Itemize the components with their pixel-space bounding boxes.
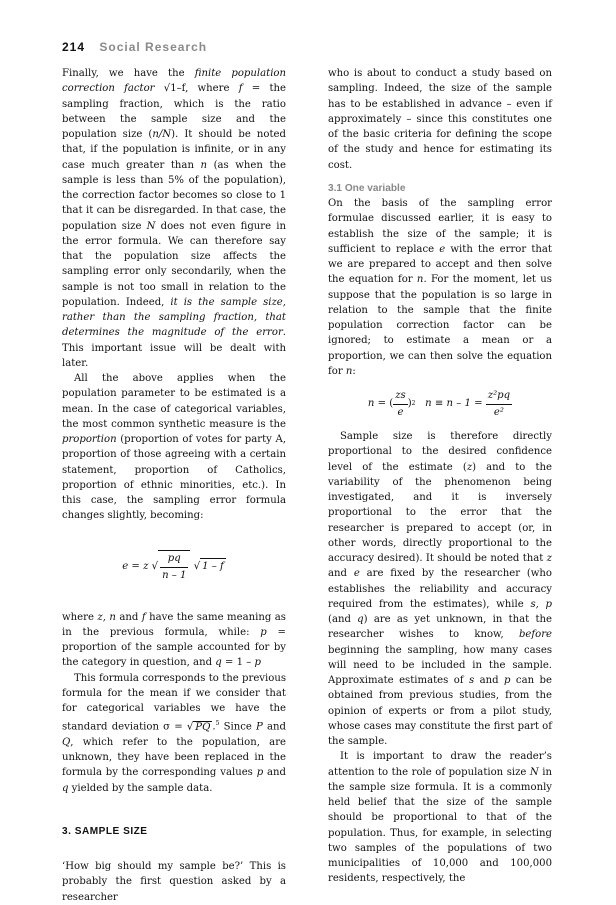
paragraph-proportion: All the above applies when the population parameter to be estimated is a mean. In the case of categorical variables, the most common synthetic measure is the proportion (proportion of votes for party A, proportion of those agreeing with a certain statement, proportion of Catholics, proportion of ethnic minorities, etc.). In this case, the sampling error formula changes slightly, becoming: [62,373,286,522]
page-number: 214 [62,40,86,54]
paragraph-solve-for-n: On the basis of the sampling error formulae discussed earlier, it is easy to establish the size of the sample; it is sufficient to replace e with the error that we are prepared to accept and then solve the equation for n. For the moment, let us suppose that the population is so large in relation to the sample that the finite population correction factor can be ignored; to estimate a mean or a proportion, we can then solve the equation for n: [328,198,552,377]
paragraph-proportionality: Sample size is therefore directly proportional to the desired confidence level of the estimate (z) and to the variability of the phenomenon being investigated, and it is inversely proportional to the error that the researcher is prepared to accept (or, in other words, directly proportional to the accuracy desired). It should be noted that z and e are fixed by the researcher (who establishes the reliability and accuracy required from the estimates), while s, p (and q) are as yet unknown, in that the researcher wishes to know, before beginning the sampling, how many cases will need to be included in the sample. Approximate estimates of s and p can be obtained from previous studies, from the opinion of experts or from a pilot study, whose cases may constitute the first part of the sample. [328,431,552,747]
right-column [328,66,552,887]
equation-sample-size: n = ( $\frac{zs}{e}$ ) 2 n ≡ n – 1 = $\frac{\text{z²pq}}{\text{e²}}$ [367,390,511,418]
paragraph-how-big: ‘How big should my sample be?’ This is probably the first question asked by a researcher [62,861,286,903]
running-title: Social Research [99,40,208,54]
left-column [62,66,286,905]
paragraph-study-cost: who is about to conduct a study based on sampling. Indeed, the size of the sample has to be established in advance – even if approximately – since this constitutes one of the basic criteria for defining the scope of the study and hence for estimating its cost. [328,68,552,171]
paragraph-correction-factor: Finally, we have the finite population correction factor √1–f, where f = the sampling fraction, which is the ratio between the sample size and the population size (n/N). It should be noted that, if the population is infinite, or in any case much greater than n (as when the sample is less than 5% of the population), the correction factor becomes so close to 1 that it can be disregarded. In that case, the population size N does not even figure in the error formula. We can therefore say that the population size affects the sampling error only secondarily, when the sample is not too small in relation to the population. Indeed, it is the sample size, rather than the sampling fraction, that determines the magnitude of the error. This important issue will be dealt with later. [62,68,287,369]
equation-proportion-error: e = z √ $\frac{pq}{n - 1}$ √ 1 – f [62,524,286,610]
paragraph-where: where z, n and f have the same meaning as in the previous formula, while: p = proportion of the sample accounted for by the category in question, and q = 1 – p [62,611,286,669]
paragraph-standard-deviation: This formula corresponds to the previous formula for the mean if we consider that for categorical variables we have the standard deviation σ = √ PQ .$^5$ Since P and Q, which refer to the population, are unknown, they have been replaced in the formula by the corresponding values p and q yielded by the sample data. [62,672,287,794]
section-title-sample-size: 3. SAMPLE SIZE [62,825,148,837]
subsection-title-one-variable: 3.1 One variable [328,182,406,194]
paragraph-population-size: It is important to draw the reader’s attention to the role of population size N in the sample size formula. It is a commonly held belief that the size of the sample should be proportional to that of the population. Thus, for example, in selecting two samples of the populations of two municipalities of 10,000 and 100,000 residents, respectively, the [328,751,552,885]
running-header [62,40,562,60]
